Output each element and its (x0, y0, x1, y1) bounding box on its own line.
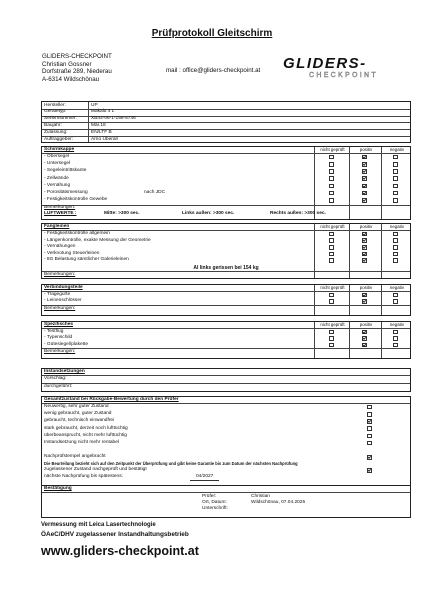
condition-label: Neuwertig, sehr guter Zustand (44, 404, 109, 409)
verbindung-title: Verbindungsteile (44, 285, 83, 290)
device-label: Baujahr: (44, 122, 62, 128)
checkbox-not-checked[interactable] (329, 299, 334, 304)
company-logo (283, 56, 403, 86)
checkbox-positive[interactable] (362, 336, 367, 341)
instandsetzungen-title: Instandsetzungen (44, 369, 85, 374)
check-label: - Segeleintrittskante (44, 168, 87, 174)
condition-checkbox[interactable] (367, 434, 372, 439)
mail-label: mail : (166, 67, 181, 74)
checkbox-negative[interactable] (393, 245, 398, 250)
col-negative: negativ (381, 322, 412, 328)
checkbox-not-checked[interactable] (329, 336, 334, 341)
checkbox-negative[interactable] (393, 191, 398, 196)
checkbox-not-checked[interactable] (329, 293, 334, 298)
instandsetzungen-section (41, 368, 411, 392)
checkbox-negative[interactable] (393, 252, 398, 257)
col-negative: negativ (381, 285, 412, 291)
column-line (381, 147, 382, 219)
air-middle: Mitte: >300 sec. (104, 211, 140, 216)
device-value: XB44-06-1-156-5746 (91, 116, 136, 122)
check-label: - Festigkeitskontrolle Gewebe (44, 197, 108, 203)
checkbox-positive[interactable] (362, 245, 367, 250)
fangleinen-title: Fangleinen (44, 224, 70, 229)
check-label: - Gütesiegel/plakette (44, 341, 88, 347)
condition-checkbox[interactable] (367, 405, 372, 410)
column-line (349, 147, 350, 219)
checkbox-not-checked[interactable] (329, 258, 334, 263)
checkbox-negative[interactable] (393, 176, 398, 181)
col-negative: negativ (381, 224, 412, 230)
column-line (349, 285, 350, 315)
checkbox-positive[interactable] (362, 176, 367, 181)
device-label: Gerätetyp: (44, 109, 67, 115)
logo-bottom: CHECKPOINT (309, 72, 378, 79)
footer-laser: Vermessung mit Leica Lasertechnologie (41, 522, 156, 528)
check-label: - Tragegurte (44, 292, 71, 297)
fangleinen-remarks: Bemerkungen: (44, 272, 76, 277)
col-positive: positiv (349, 147, 382, 153)
checkbox-not-checked[interactable] (329, 169, 334, 174)
checkbox-positive[interactable] (362, 198, 367, 203)
col-negative: negativ (381, 147, 412, 153)
check-label: - Längenkontrolle, exakte Messung der Geometrie (44, 237, 151, 243)
col-not-checked: nicht geprüft (314, 285, 350, 291)
checkbox-positive[interactable] (362, 169, 367, 174)
next-check-label: nächste Nachprüfung bis spätestens: (44, 474, 123, 479)
device-label: Zulassung: (44, 129, 68, 135)
checkbox-positive[interactable] (362, 155, 367, 160)
mail-address[interactable]: office@gliders-checkpoint.at (182, 67, 261, 74)
check-label: - Untersegel (44, 161, 71, 167)
next-check-value: 04/2027 (190, 474, 219, 481)
column-line (381, 322, 382, 358)
checkbox-not-checked[interactable] (329, 162, 334, 167)
column-line (314, 285, 315, 315)
checkbox-positive[interactable] (362, 162, 367, 167)
spezifisches-title: Spezifisches (44, 322, 74, 327)
column-line (314, 147, 315, 219)
company-city: A-6314 Wildschönau (42, 75, 100, 83)
checkbox-positive[interactable] (362, 330, 367, 335)
col-positive: positiv (349, 224, 382, 230)
checkbox-negative[interactable] (393, 232, 398, 237)
schirmkappe-section (41, 146, 411, 220)
checkbox-negative[interactable] (393, 336, 398, 341)
logo-top: GLIDERS- (283, 55, 367, 72)
examiner-label: Prüfer: (202, 494, 217, 499)
column-line (381, 285, 382, 315)
checkbox-not-checked[interactable] (329, 232, 334, 237)
condition-checkbox[interactable] (367, 441, 372, 446)
check-label: - Festigkeitskontrolle allgemein (44, 231, 110, 236)
instandsetzungen-proposal: Vorschlag: (44, 376, 67, 381)
company-name: GLIDERS-CHECKPOINT (42, 53, 112, 60)
checkbox-not-checked[interactable] (329, 245, 334, 250)
fangleinen-section (41, 223, 411, 279)
verbindung-section (41, 284, 411, 316)
device-value: EN/LTF B (91, 129, 112, 135)
device-value: Mär.18 (91, 122, 106, 128)
checkbox-negative[interactable] (393, 330, 398, 335)
check-label: - Zellwände (44, 175, 69, 181)
followup-label: Nachprüfstempel angebracht (44, 454, 106, 459)
col-positive: positiv (349, 285, 382, 291)
device-value: Makalu 4 L (91, 109, 115, 115)
checkbox-positive[interactable] (362, 238, 367, 243)
checkbox-positive[interactable] (362, 232, 367, 237)
checkbox-not-checked[interactable] (329, 238, 334, 243)
footer-certified: ÖAeC/DHV zugelassener Instandhaltungsbetrieb (41, 531, 189, 538)
device-value: Arno Überall (91, 136, 118, 142)
instandsetzungen-done: durchgeführt: (44, 384, 73, 389)
page-title: Prüfprotokoll Gleitschirm (151, 28, 273, 39)
check-label: - Verknotung Steuerleinen (44, 250, 100, 256)
date-label: Ort, Datum: (202, 500, 227, 505)
state-checkbox[interactable] (367, 468, 372, 473)
col-not-checked: nicht geprüft (314, 147, 350, 153)
check-label: - Testflug (44, 329, 64, 334)
checkbox-negative[interactable] (393, 258, 398, 263)
condition-checkbox[interactable] (367, 412, 372, 417)
condition-label: überbeansprucht, nicht mehr lufttüchtig (44, 432, 127, 438)
condition-label: gebraucht, technisch einwandfrei (44, 418, 115, 424)
condition-label: Instandsetzung nicht mehr rentabel (44, 440, 119, 445)
schirmkappe-remarks: Bemerkungen: (44, 205, 76, 210)
spezifisches-section (41, 321, 411, 359)
checkbox-negative[interactable] (393, 293, 398, 298)
checkbox-not-checked[interactable] (329, 252, 334, 257)
checkbox-positive[interactable] (362, 343, 367, 348)
checkbox-negative[interactable] (393, 238, 398, 243)
date-value: Wildschönau, 07.04.2025 (251, 500, 306, 505)
checkbox-negative[interactable] (393, 198, 398, 203)
column-line (314, 322, 315, 358)
company-person: Christian Gossner (42, 60, 92, 68)
fangleinen-note: AI links gerissen bei 154 kg (193, 265, 259, 271)
bestaetigung-title: Bestätigung (44, 486, 72, 491)
signature-label: Unterschrift: (202, 506, 228, 511)
state-line: zugelassener Zustand nachgeprüft und bestätigt (44, 467, 147, 472)
checkbox-negative[interactable] (393, 299, 398, 304)
checkbox-positive[interactable] (362, 191, 367, 196)
gesamtzustand-section (41, 396, 411, 486)
check-label: - Obersegel (44, 154, 70, 159)
checkbox-not-checked[interactable] (329, 343, 334, 348)
check-extra: nach JDC (144, 190, 166, 195)
checkbox-not-checked[interactable] (329, 191, 334, 196)
check-label: - Vernähungen (44, 244, 76, 250)
checkbox-negative[interactable] (393, 343, 398, 348)
checkbox-negative[interactable] (393, 162, 398, 167)
company-address (42, 53, 112, 83)
checkbox-not-checked[interactable] (329, 184, 334, 189)
device-label: Hersteller: (44, 102, 66, 108)
checkbox-positive[interactable] (362, 299, 367, 304)
device-label: Auftraggeber: (44, 136, 74, 142)
checkbox-negative[interactable] (393, 155, 398, 160)
device-label: Seriennummer: (44, 116, 77, 122)
condition-checkbox[interactable] (367, 426, 372, 431)
checkbox-positive[interactable] (362, 258, 367, 263)
check-label: - Typenschild (44, 335, 73, 341)
device-info-box (41, 101, 411, 143)
checkbox-not-checked[interactable] (329, 155, 334, 160)
schirmkappe-title: Schirmkappe (44, 147, 75, 152)
air-left: Links außen: >300 sec. (182, 211, 235, 216)
spezifisches-remarks: Bemerkungen: (44, 349, 76, 354)
checkbox-not-checked[interactable] (329, 330, 334, 335)
examiner-value: Christian (251, 494, 270, 499)
verbindung-remarks: Bemerkungen: (44, 306, 76, 311)
company-mail (166, 67, 260, 74)
air-right: Rechts außen: >300 sec. (270, 211, 326, 216)
bestaetigung-section (41, 486, 411, 518)
col-positive: positiv (349, 322, 382, 328)
column-line (349, 322, 350, 358)
followup-checkbox[interactable] (367, 455, 372, 460)
gesamtzustand-title: Gesamtzustand bei Rückgabe-Bewertung durch den Prüfer (44, 397, 179, 402)
device-value: UP (91, 102, 98, 108)
checkbox-not-checked[interactable] (329, 176, 334, 181)
checkbox-not-checked[interactable] (329, 198, 334, 203)
condition-checkbox[interactable] (367, 419, 372, 424)
company-street: Dorfstraße 289, Niederau (42, 68, 112, 76)
air-label: LUFTWERTE : (44, 211, 77, 216)
condition-label: stark gebraucht, derzeit noch lufttüchtig (44, 425, 128, 431)
checkbox-positive[interactable] (362, 252, 367, 257)
col-not-checked: nicht geprüft (314, 224, 350, 230)
check-label: - Leinenschlösser (44, 298, 82, 304)
checkbox-positive[interactable] (362, 184, 367, 189)
checkbox-negative[interactable] (393, 169, 398, 174)
checkbox-positive[interactable] (362, 293, 367, 298)
check-label: - Vernähung (44, 182, 71, 188)
check-label: - 8G Belastung sämtlicher Galerieleinen (44, 257, 129, 263)
condition-label: wenig gebraucht, guter Zustand (44, 411, 112, 417)
footer-url[interactable]: www.gliders-checkpoint.at (41, 544, 199, 558)
disclaimer: Die Beurteilung bezieht sich auf den Zeitpunkt der Überprüfung und gibt keine Garantie bis zum Datum der nächsten Nachprüfung (44, 461, 298, 466)
check-label: - Porositätsmessung (44, 190, 88, 195)
checkbox-negative[interactable] (393, 184, 398, 189)
col-not-checked: nicht geprüft (314, 322, 350, 328)
